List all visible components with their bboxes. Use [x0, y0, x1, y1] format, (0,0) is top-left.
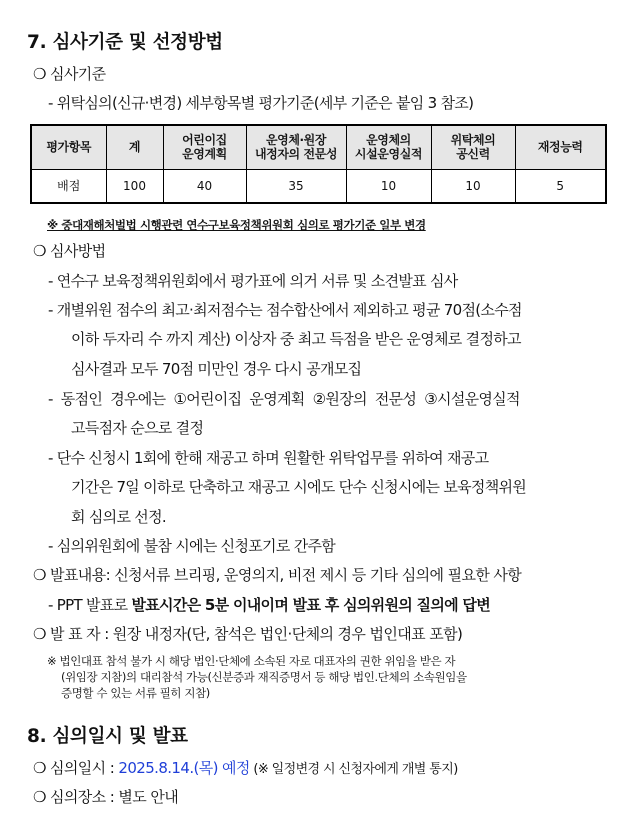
method-item: 회 심의로 선정. — [71, 508, 166, 526]
section-8-title: 8. 심의일시 및 발표 — [27, 726, 188, 747]
table-cell: 5 — [515, 169, 606, 203]
review-place: ❍ 심의장소 : 별도 안내 — [33, 788, 179, 806]
section-7-title: 7. 심사기준 및 선정방법 — [27, 32, 223, 53]
method-heading: ❍ 심사방법 — [33, 242, 106, 260]
table-header-row — [31, 125, 606, 169]
method-item: 고득점자 순으로 결정 — [71, 419, 204, 437]
review-date-label: ❍ 심의일시 : — [33, 759, 119, 777]
presenter-note: 증명할 수 있는 서류 필히 지참) — [61, 686, 210, 700]
method-item: 심사결과 모두 70점 미만인 경우 다시 공개모집 — [71, 360, 362, 378]
review-date-value: 2025.8.14.(목) 예정 — [118, 759, 250, 777]
table-header-cell — [431, 125, 515, 169]
table-header-text: 운영체·원장 — [265, 133, 327, 148]
review-date — [33, 757, 458, 778]
table-header-text: 재정능력 — [537, 140, 583, 155]
presenter-note: ※ 법인대표 참석 불가 시 해당 법인·단체에 소속된 자로 대표자의 권한 위임을 받은 자 — [47, 654, 456, 668]
table-header-text: 운영계획 — [182, 147, 227, 162]
presentation-item-prefix: - PPT 발표로 — [48, 596, 132, 614]
table-header-cell — [246, 125, 346, 169]
table-cell: 배점 — [31, 169, 106, 203]
criteria-heading: ❍ 심사기준 — [33, 65, 106, 83]
method-item: - 동점인 경우에는 ①어린이집 운영계획 ②원장의 전문성 ③시설운영실적 — [48, 390, 520, 408]
table-cell: 100 — [106, 169, 163, 203]
table-note: ※ 중대재해처벌법 시행관련 연수구보육정책위원회 심의로 평가기준 일부 변경 — [47, 218, 426, 232]
table-header-text: 공신력 — [456, 147, 490, 162]
table-header-cell — [515, 125, 606, 169]
review-date-note: (※ 일정변경 시 신청자에게 개별 통지) — [249, 762, 458, 777]
method-item: - 연수구 보육정책위원회에서 평가표에 의거 서류 및 소견발표 심사 — [48, 272, 458, 290]
table-header-cell — [106, 125, 163, 169]
method-item: - 개별위원 점수의 최고·최저점수는 점수합산에서 제외하고 평균 70점(소수점 — [48, 301, 522, 319]
table-header-text: 평가항목 — [46, 140, 92, 155]
table-cell: 10 — [346, 169, 431, 203]
method-item: - 심의위원회에 불참 시에는 신청포기로 간주함 — [48, 537, 336, 555]
method-item: 이하 두자리 수 까지 계산) 이상자 중 최고 득점을 받은 운영체로 결정하고 — [71, 330, 521, 348]
table-header-text: 계 — [128, 140, 141, 155]
table-header-text: 시설운영실적 — [354, 147, 423, 162]
table-header-cell — [346, 125, 431, 169]
table-cell: 10 — [431, 169, 515, 203]
table-header-cell — [163, 125, 246, 169]
table-row — [31, 169, 606, 203]
table-cell: 40 — [163, 169, 246, 203]
table-header-text: 어린이집 — [182, 133, 227, 148]
presentation-heading: ❍ 발표내용: 신청서류 브리핑, 운영의지, 비전 제시 등 기타 심의에 필요한 사항 — [33, 566, 522, 584]
table-header-text: 운영체의 — [366, 133, 411, 148]
presenter-heading: ❍ 발 표 자 : 원장 내정자(단, 참석은 법인·단체의 경우 법인대표 포함) — [33, 625, 463, 643]
table-header-cell — [31, 125, 106, 169]
table-header-text: 내정자의 전문성 — [254, 147, 338, 162]
table-header-text: 위탁체의 — [450, 133, 496, 148]
table-cell: 35 — [246, 169, 346, 203]
presentation-item — [48, 594, 490, 615]
presenter-note: (위임장 지참)의 대리참석 가능(신분증과 재직증명서 등 해당 법인.단체의 소속원임을 — [61, 670, 467, 684]
evaluation-table — [30, 124, 607, 204]
method-item: 기간은 7일 이하로 단축하고 재공고 시에도 단수 신청시에는 보육정책위원 — [71, 478, 527, 496]
criteria-item: - 위탁심의(신규·변경) 세부항목별 평가기준(세부 기준은 붙임 3 참조) — [48, 94, 474, 112]
presentation-item-emphasis: 발표시간은 5분 이내이며 발표 후 심의위원의 질의에 답변 — [131, 596, 491, 614]
method-item: - 단수 신청시 1회에 한해 재공고 하며 원활한 위탁업무를 위하여 재공고 — [48, 449, 489, 467]
